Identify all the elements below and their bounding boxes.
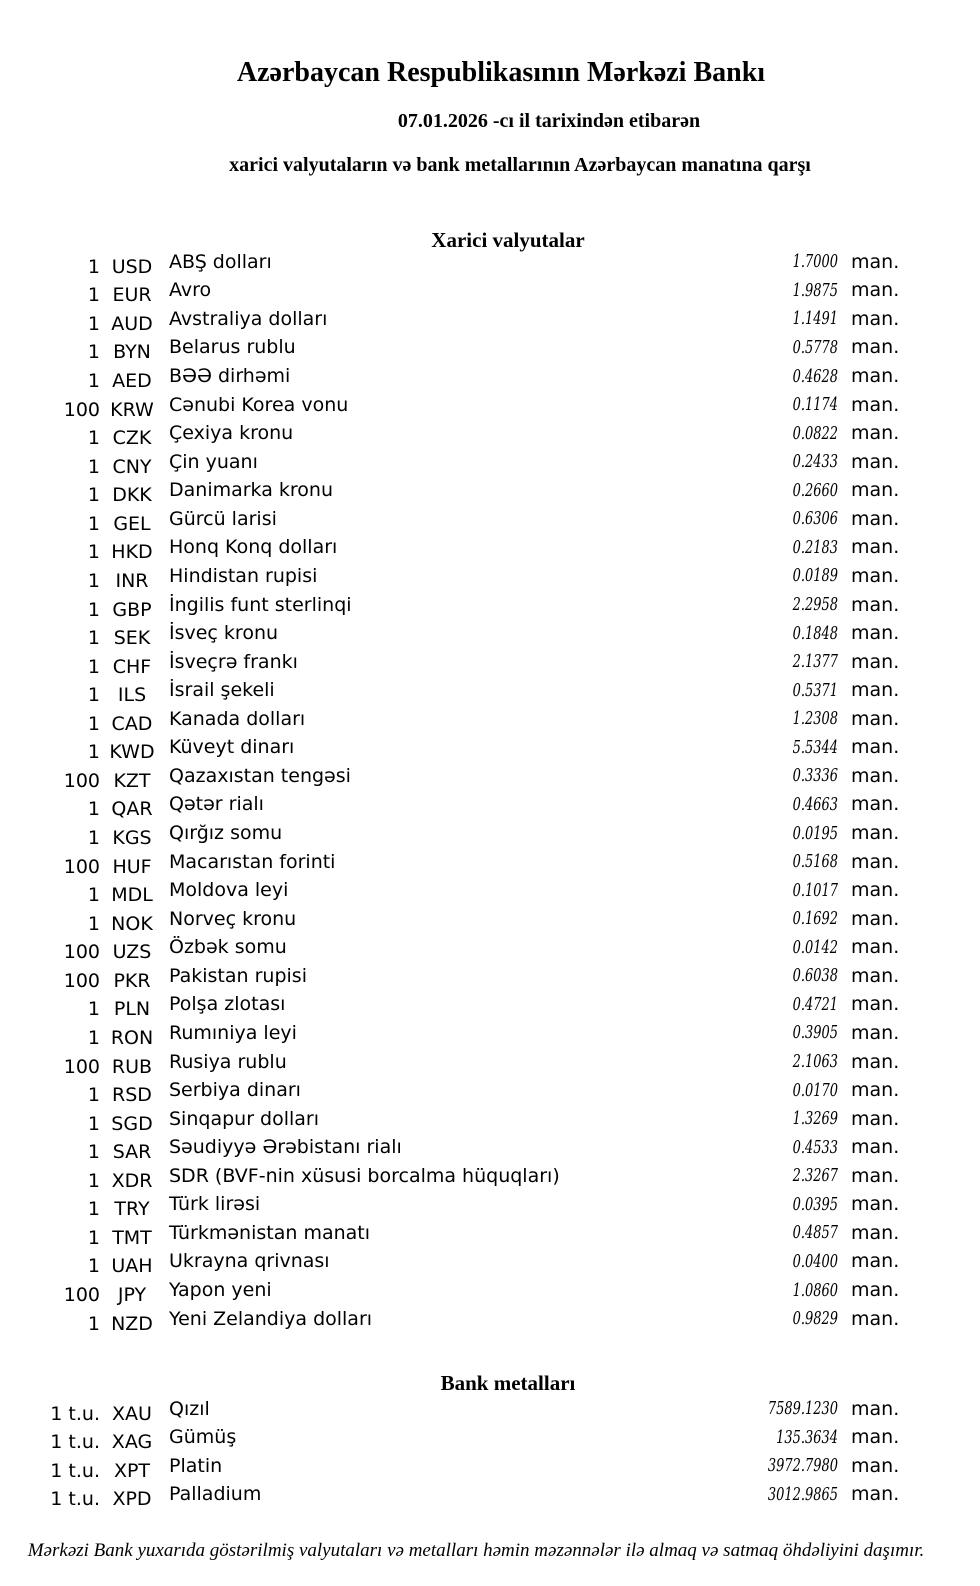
rate-unit-label: man. (851, 622, 900, 645)
currency-row (0, 879, 980, 908)
currency-row (0, 308, 980, 337)
disclaimer-note: Mərkəzi Bank yuxarıda göstərilmiş valyutaları və metalları həmin məzənnələr ilə almaq və satmaq öhdəliyini daşımır. (27, 1540, 925, 1561)
currency-row-code: INR (115, 569, 149, 592)
rate-unit-label: man. (851, 707, 900, 730)
currency-row-value: 0.0142 (792, 936, 838, 958)
rate-unit-label: man. (851, 1021, 900, 1044)
currency-row-code: SGD (111, 1112, 153, 1135)
currency-row (0, 337, 980, 366)
currency-row-value: 0.0170 (792, 1079, 838, 1101)
currency-row-quantity: 100 (63, 941, 100, 964)
rate-unit-label: man. (851, 1079, 900, 1102)
rate-unit-label: man. (851, 850, 900, 873)
currency-row-name: ABŞ dolları (169, 250, 272, 273)
currency-row-quantity: 1 (87, 1141, 100, 1164)
currency-row (0, 708, 980, 737)
currency-row-value: 0.1174 (792, 394, 838, 416)
rate-unit-label: man. (851, 764, 900, 787)
currency-row-value: 0.6038 (792, 965, 838, 987)
currency-row-name: Özbək somu (169, 936, 287, 959)
currency-row-quantity: 1 (87, 541, 100, 564)
currency-row-value: 1.3269 (792, 1108, 838, 1130)
currency-row-value: 0.4628 (792, 365, 838, 387)
rate-unit-label: man. (851, 1279, 900, 1302)
currency-row (0, 365, 980, 394)
currency-row-name: Qazaxıstan tengəsi (169, 764, 351, 787)
currency-row-quantity: 1 (87, 255, 100, 278)
currency-row (0, 1022, 980, 1051)
currency-row (0, 451, 980, 480)
rate-unit-label: man. (851, 907, 900, 930)
rate-unit-label: man. (851, 736, 900, 759)
currency-row-quantity: 1 (87, 741, 100, 764)
currency-row (0, 1222, 980, 1251)
currency-row-quantity: 1 (87, 370, 100, 393)
currency-row-quantity: 1 (87, 284, 100, 307)
currency-row-name: Macarıstan forinti (169, 850, 336, 873)
currency-row-name: Sinqapur dolları (169, 1107, 320, 1130)
currency-row-name: Qırğız somu (169, 822, 283, 845)
currency-row-value: 1.1491 (792, 308, 838, 330)
currency-row-value: 0.0395 (792, 1193, 838, 1215)
currency-row-value: 2.2958 (792, 594, 838, 616)
currency-row-name: Danimarka kronu (169, 479, 334, 502)
currency-row (0, 765, 980, 794)
rate-unit-label: man. (851, 250, 900, 273)
currency-row (0, 1308, 980, 1337)
currency-row-quantity: 1 (87, 569, 100, 592)
currency-row-value: 1.2308 (792, 708, 838, 730)
rate-unit-label: man. (851, 650, 900, 673)
currency-row (0, 537, 980, 566)
rate-unit-label: man. (851, 507, 900, 530)
rate-unit-label: man. (851, 1307, 900, 1330)
currency-row-code: CAD (111, 712, 153, 735)
currency-row-code: PKR (113, 969, 151, 992)
rate-unit-label: man. (851, 336, 900, 359)
currency-row-quantity: 1 (87, 1084, 100, 1107)
rate-unit-label: man. (851, 1050, 900, 1073)
metal-row-quantity: 1 t.u. (50, 1431, 100, 1454)
currency-row-code: CHF (112, 655, 152, 678)
metal-rate-table (0, 1398, 980, 1512)
currency-row (0, 737, 980, 766)
currency-row-code: USD (111, 255, 153, 278)
currency-row-name: Küveyt dinarı (169, 736, 295, 759)
currency-row-name: Belarus rublu (169, 336, 296, 359)
rate-unit-label: man. (851, 679, 900, 702)
currency-row-value: 0.2660 (792, 479, 838, 501)
currency-row (0, 622, 980, 651)
currency-row (0, 1108, 980, 1137)
currency-row (0, 1251, 980, 1280)
currency-row-value: 0.9829 (792, 1308, 838, 1330)
rate-unit-label: man. (851, 1193, 900, 1216)
metal-row-value: 3012.9865 (767, 1483, 838, 1505)
rate-unit-label: man. (851, 993, 900, 1016)
currency-row-quantity: 1 (87, 598, 100, 621)
currency-row-code: NOK (111, 912, 153, 935)
rate-unit-label: man. (851, 1454, 900, 1477)
currency-row-name: Avstraliya dolları (169, 307, 328, 330)
currency-row-code: CZK (112, 427, 152, 450)
metal-row-value: 7589.1230 (767, 1398, 838, 1420)
currency-row-code: JPY (117, 1284, 147, 1307)
rate-unit-label: man. (851, 1221, 900, 1244)
currency-row-name: İsrail şekeli (169, 679, 275, 702)
currency-row-value: 0.4663 (792, 793, 838, 815)
currency-row (0, 1165, 980, 1194)
currency-row (0, 394, 980, 423)
rate-unit-label: man. (851, 593, 900, 616)
currency-row-quantity: 100 (63, 1284, 100, 1307)
currency-row-code: DKK (112, 484, 152, 507)
currency-row-quantity: 1 (87, 512, 100, 535)
currency-row-name: Pakistan rupisi (169, 964, 307, 987)
currency-row-value: 0.6306 (792, 508, 838, 530)
currency-row-code: TMT (112, 1226, 152, 1249)
currency-row-code: CNY (112, 455, 152, 478)
currency-row-code: GEL (113, 512, 151, 535)
rate-unit-label: man. (851, 822, 900, 845)
rate-unit-label: man. (851, 936, 900, 959)
currency-row (0, 251, 980, 280)
rate-unit-label: man. (851, 422, 900, 445)
currency-row-quantity: 1 (87, 1226, 100, 1249)
currency-row (0, 994, 980, 1023)
metal-row-quantity: 1 t.u. (50, 1402, 100, 1425)
rate-unit-label: man. (851, 393, 900, 416)
currency-row-quantity: 1 (87, 684, 100, 707)
metal-row (0, 1427, 980, 1456)
currency-row-name: Rumıniya leyi (169, 1021, 297, 1044)
currency-row-value: 0.0195 (792, 822, 838, 844)
currency-row (0, 508, 980, 537)
currency-row-name: Honq Konq dolları (169, 536, 338, 559)
currency-row-name: İsveç kronu (169, 622, 279, 645)
currency-row-quantity: 1 (87, 312, 100, 335)
rate-unit-label: man. (851, 365, 900, 388)
currency-row-quantity: 1 (87, 712, 100, 735)
currency-row-name: Yapon yeni (169, 1279, 272, 1302)
currency-rate-table (0, 251, 980, 1336)
currency-row (0, 1079, 980, 1108)
currency-row-quantity: 100 (63, 1055, 100, 1078)
currency-row-value: 0.5778 (792, 336, 838, 358)
metal-row-value: 3972.7980 (767, 1455, 838, 1477)
currency-row (0, 1279, 980, 1308)
currency-row (0, 565, 980, 594)
currency-row-code: QAR (111, 798, 153, 821)
currency-row-code: RSD (112, 1084, 152, 1107)
currency-row-value: 0.1017 (792, 879, 838, 901)
rate-unit-label: man. (851, 307, 900, 330)
currency-row-name: Polşa zlotası (169, 993, 286, 1016)
currency-row-code: RUB (111, 1055, 153, 1078)
currency-row (0, 651, 980, 680)
currency-row-quantity: 1 (87, 998, 100, 1021)
rate-unit-label: man. (851, 1107, 900, 1130)
section-title-currencies: Xarici valyutalar (431, 228, 585, 252)
currency-row-name: Yeni Zelandiya dolları (169, 1307, 373, 1330)
currency-row (0, 965, 980, 994)
currency-row-code: EUR (112, 284, 152, 307)
currency-row-name: SDR (BVF-nin xüsusi borcalma hüquqları) (169, 1164, 560, 1187)
metal-row-code: XPT (113, 1459, 151, 1482)
currency-row-quantity: 1 (87, 1112, 100, 1135)
currency-row-quantity: 100 (63, 855, 100, 878)
currency-row-code: SEK (113, 627, 151, 650)
currency-row-code: SAR (112, 1141, 152, 1164)
currency-row-code: RON (110, 1026, 154, 1049)
currency-row-name: Kanada dolları (169, 707, 306, 730)
currency-row (0, 679, 980, 708)
metal-row-value: 135.3634 (776, 1426, 838, 1448)
currency-row-value: 0.0400 (792, 1250, 838, 1272)
metal-row (0, 1455, 980, 1484)
currency-row-name: Hindistan rupisi (169, 564, 318, 587)
currency-row-value: 1.0860 (792, 1279, 838, 1301)
rate-unit-label: man. (851, 1164, 900, 1187)
currency-row-name: Norveç kronu (169, 907, 297, 930)
currency-row (0, 422, 980, 451)
metal-row (0, 1484, 980, 1513)
currency-row (0, 794, 980, 823)
currency-row-quantity: 100 (63, 969, 100, 992)
currency-row (0, 1136, 980, 1165)
currency-row-value: 0.4533 (792, 1136, 838, 1158)
currency-row (0, 937, 980, 966)
currency-row-code: KZT (113, 769, 151, 792)
currency-row-code: KRW (110, 398, 154, 421)
currency-row-quantity: 1 (87, 912, 100, 935)
rate-unit-label: man. (851, 1397, 900, 1420)
rate-unit-label: man. (851, 564, 900, 587)
rate-unit-label: man. (851, 879, 900, 902)
currency-row-value: 0.5168 (792, 851, 838, 873)
metal-row-code: XPD (112, 1488, 152, 1511)
currency-row-quantity: 1 (87, 798, 100, 821)
currency-row-name: Türkmənistan manatı (169, 1221, 371, 1244)
currency-row-name: İsveçrə frankı (169, 650, 298, 673)
currency-row-quantity: 1 (87, 1312, 100, 1335)
rate-unit-label: man. (851, 964, 900, 987)
rate-unit-label: man. (851, 793, 900, 816)
rate-unit-label: man. (851, 1426, 900, 1449)
currency-row-quantity: 1 (87, 484, 100, 507)
rate-unit-label: man. (851, 536, 900, 559)
currency-row (0, 594, 980, 623)
rate-unit-label: man. (851, 450, 900, 473)
metal-row-code: XAG (111, 1431, 153, 1454)
currency-row-code: HUF (112, 855, 152, 878)
currency-row-code: MDL (111, 884, 153, 907)
currency-row-code: TRY (114, 1198, 150, 1221)
currency-row-code: AUD (111, 312, 153, 335)
currency-row-name: Ukrayna qrivnası (169, 1250, 330, 1273)
metal-row-name: Platin (169, 1454, 223, 1477)
currency-row-value: 5.5344 (792, 736, 838, 758)
currency-row-name: Çexiya kronu (169, 422, 294, 445)
currency-row-name: Türk lirəsi (169, 1193, 261, 1216)
currency-row (0, 1194, 980, 1223)
rate-unit-label: man. (851, 1483, 900, 1506)
currency-row-code: XDR (111, 1169, 153, 1192)
metal-row-name: Palladium (169, 1483, 262, 1506)
currency-row-name: Avro (169, 279, 212, 302)
page-title: Azərbaycan Respublikasının Mərkəzi Bankı (236, 57, 766, 88)
currency-row-value: 0.2183 (792, 536, 838, 558)
currency-row-name: Serbiya dinarı (169, 1079, 301, 1102)
currency-row (0, 822, 980, 851)
currency-row-name: Moldova leyi (169, 879, 289, 902)
rate-unit-label: man. (851, 479, 900, 502)
currency-row-value: 0.3336 (792, 765, 838, 787)
currency-row-name: Səudiyyə Ərəbistanı rialı (169, 1136, 402, 1159)
currency-row-value: 1.7000 (792, 251, 838, 273)
currency-row-code: BYN (113, 341, 151, 364)
metal-row-quantity: 1 t.u. (50, 1488, 100, 1511)
metal-row (0, 1398, 980, 1427)
currency-row-value: 0.4721 (792, 993, 838, 1015)
currency-row-name: Cənubi Korea vonu (169, 393, 349, 416)
currency-row-value: 1.9875 (792, 279, 838, 301)
currency-row-quantity: 100 (63, 769, 100, 792)
currency-row-quantity: 1 (87, 427, 100, 450)
currency-row-name: İngilis funt sterlinqi (169, 593, 352, 616)
page-subtitle: xarici valyutaların və bank metallarının Azərbaycan manatına qarşı (229, 154, 811, 176)
currency-row-value: 0.4857 (792, 1222, 838, 1244)
currency-row-code: UZS (112, 941, 152, 964)
metal-row-name: Qızıl (169, 1397, 210, 1420)
rate-unit-label: man. (851, 1136, 900, 1159)
currency-row-quantity: 1 (87, 341, 100, 364)
currency-row-code: UAH (111, 1255, 153, 1278)
currency-row-code: PLN (113, 998, 151, 1021)
currency-row-code: HKD (111, 541, 153, 564)
metal-row-quantity: 1 t.u. (50, 1459, 100, 1482)
currency-row-quantity: 1 (87, 627, 100, 650)
currency-row-value: 0.0822 (792, 422, 838, 444)
rate-unit-label: man. (851, 279, 900, 302)
currency-row-name: Qətər rialı (169, 793, 264, 816)
currency-row-value: 2.1063 (792, 1051, 838, 1073)
currency-row-code: GBP (112, 598, 152, 621)
section-title-metals: Bank metalları (440, 1371, 576, 1395)
currency-row-quantity: 1 (87, 1255, 100, 1278)
currency-row-quantity: 1 (87, 455, 100, 478)
currency-row-quantity: 1 (87, 827, 100, 850)
currency-row (0, 908, 980, 937)
currency-row-quantity: 1 (87, 1026, 100, 1049)
currency-row-quantity: 1 (87, 1169, 100, 1192)
currency-row-quantity: 1 (87, 655, 100, 678)
currency-row-value: 0.1848 (792, 622, 838, 644)
currency-row (0, 1051, 980, 1080)
currency-row-name: Rusiya rublu (169, 1050, 287, 1073)
metal-row-code: XAU (112, 1402, 152, 1425)
currency-row (0, 851, 980, 880)
currency-row-value: 2.1377 (792, 651, 838, 673)
currency-row-code: KGS (112, 827, 152, 850)
rate-unit-label: man. (851, 1250, 900, 1273)
currency-row-name: BƏƏ dirhəmi (169, 365, 291, 388)
currency-row-value: 0.1692 (792, 908, 838, 930)
currency-row-quantity: 1 (87, 884, 100, 907)
currency-row (0, 280, 980, 309)
currency-row (0, 480, 980, 509)
currency-row-value: 0.2433 (792, 451, 838, 473)
currency-row-value: 0.3905 (792, 1022, 838, 1044)
currency-row-code: ILS (117, 684, 147, 707)
currency-row-value: 0.5371 (792, 679, 838, 701)
metal-row-name: Gümüş (169, 1426, 237, 1449)
currency-row-code: KWD (109, 741, 155, 764)
currency-row-code: AED (112, 370, 152, 393)
currency-row-code: NZD (111, 1312, 153, 1335)
currency-row-value: 2.3267 (792, 1165, 838, 1187)
currency-row-quantity: 100 (63, 398, 100, 421)
currency-row-name: Çin yuanı (169, 450, 258, 473)
effective-date-line: 07.01.2026 -cı il tarixindən etibarən (397, 110, 701, 132)
currency-row-value: 0.0189 (792, 565, 838, 587)
currency-row-name: Gürcü larisi (169, 507, 277, 530)
currency-row-quantity: 1 (87, 1198, 100, 1221)
